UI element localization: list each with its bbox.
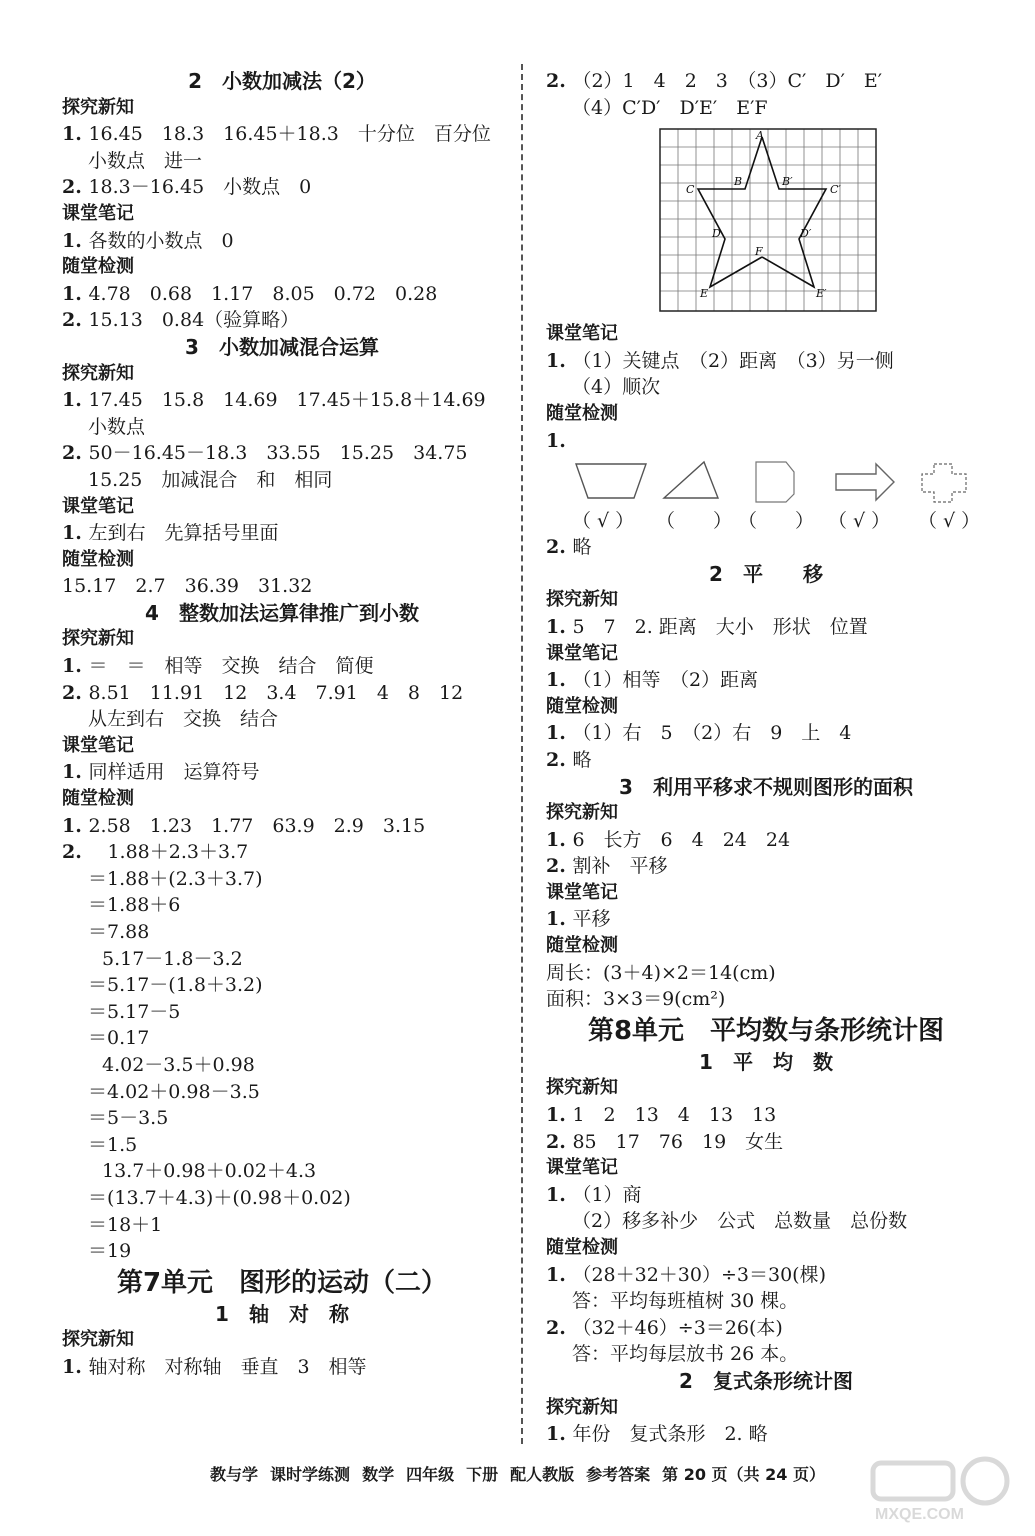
line-text: 课堂笔记 (546, 323, 618, 345)
answer-line (62, 281, 502, 308)
item-number: 1. (62, 1355, 89, 1378)
answer-line (546, 1129, 986, 1156)
line-text: 50－16.45－18.3 33.55 15.25 34.75 (88, 442, 468, 465)
answer-line (546, 68, 986, 95)
grid-point-label: D (712, 227, 721, 241)
section-heading (62, 361, 502, 388)
item-number: 1. (62, 229, 89, 252)
item-number: 1. (546, 669, 573, 692)
section-heading (62, 626, 502, 653)
answer-line (62, 839, 502, 866)
answer-line (546, 827, 986, 854)
line-text: ＝1.88＋(2.3＋3.7) (88, 867, 263, 890)
section-heading (546, 587, 986, 614)
line-text: （1）商 (572, 1183, 642, 1206)
answer-line (62, 1212, 502, 1239)
grid-point-label: B′ (782, 175, 793, 189)
choice-mark: （ ） (738, 510, 815, 533)
answer-line (62, 387, 502, 414)
answer-line (62, 307, 502, 334)
section-heading (546, 1235, 986, 1262)
answer-line (62, 1105, 502, 1132)
line-text: 小数点 (88, 415, 146, 438)
line-text: 课堂笔记 (546, 642, 618, 664)
line-text: 探究新知 (62, 362, 134, 384)
line-text: 13.7＋0.98＋0.02＋4.3 (102, 1160, 317, 1183)
choice-mark: （ √ ） (918, 510, 981, 533)
section-heading (62, 786, 502, 813)
line-text: 周长：(3＋4)×2＝14(cm) (546, 961, 776, 984)
choice-mark: （ √ ） (828, 510, 891, 533)
line-text: 5.17－1.8－3.2 (102, 947, 243, 970)
star-grid-svg (658, 127, 878, 313)
line-text: 探究新知 (62, 628, 134, 650)
line-text: 16.45 18.3 16.45＋18.3 十分位 百分位 (88, 123, 491, 146)
answer-line (62, 813, 502, 840)
line-text: 略 (572, 536, 592, 559)
line-text: 探究新知 (546, 1077, 618, 1099)
line-text: 探究新知 (62, 96, 134, 118)
line-text: 随堂检测 (546, 935, 618, 957)
line-text: 年份 复式条形 2. 略 (572, 1423, 768, 1446)
grid-point-label: E (700, 287, 709, 301)
section-heading (62, 1327, 502, 1354)
answer-line (62, 414, 502, 441)
answer-line (546, 853, 986, 880)
line-text: 4.78 0.68 1.17 8.05 0.72 0.28 (88, 282, 438, 305)
answer-line (546, 1421, 986, 1448)
answer-line (62, 1158, 502, 1185)
answer-line (62, 946, 502, 973)
answer-line (546, 1288, 986, 1315)
line-text: 17.45 15.8 14.69 17.45＋15.8＋14.69 (88, 389, 486, 412)
section-heading (62, 494, 502, 521)
item-number: 1. (546, 1183, 573, 1206)
item-number: 2. (62, 681, 89, 704)
item-number: 2. (62, 841, 89, 864)
footer-item: 四年级 (406, 1465, 455, 1484)
grid-point-label: A (756, 129, 764, 143)
answer-line (62, 1185, 502, 1212)
answer-line (62, 653, 502, 680)
section-heading (546, 321, 986, 348)
grid-point-label: E′ (816, 287, 827, 301)
line-text: 1.88＋2.3＋3.7 (88, 841, 249, 864)
shapes-row (546, 454, 986, 508)
half-star-left (698, 137, 762, 287)
line-text: 随堂检测 (546, 402, 618, 424)
line-text: 2 复式条形统计图 (679, 1368, 853, 1393)
answer-line (62, 999, 502, 1026)
line-text: （1）相等 （2）距离 (572, 669, 759, 692)
line-text: 各数的小数点 0 (88, 229, 234, 252)
line-text: 15.25 加减混合 和 相同 (88, 468, 333, 491)
line-text: 1 轴 对 称 (215, 1301, 349, 1326)
item-number: 1. (546, 908, 573, 931)
answer-line (62, 121, 502, 148)
item-number: 2. (546, 1130, 573, 1153)
answer-line (546, 1315, 986, 1342)
answer-line (546, 1182, 986, 1209)
answer-line (546, 986, 986, 1013)
item-number: 1. (62, 123, 89, 146)
section-title (62, 1301, 502, 1328)
item-number: 1. (62, 655, 89, 678)
line-text: 课堂笔记 (62, 495, 134, 517)
answer-line (546, 614, 986, 641)
line-text: 15.17 2.7 36.39 31.32 (62, 575, 313, 598)
answer-line (62, 440, 502, 467)
item-number: 1. (546, 1263, 573, 1286)
section-title (546, 561, 986, 588)
line-text: 小数点 进一 (88, 149, 203, 172)
line-text: 8.51 11.91 12 3.4 7.91 4 8 12 (88, 681, 464, 704)
line-text: ＝1.5 (88, 1133, 138, 1156)
answer-line (546, 374, 986, 401)
grid-point-label: C′ (830, 183, 841, 197)
section-heading (546, 800, 986, 827)
line-text: 左到右 先算括号里面 (88, 522, 279, 545)
line-text: （4）顺次 (572, 376, 661, 399)
line-text: 18.3－16.45 小数点 0 (88, 176, 312, 199)
line-text: ＝4.02＋0.98－3.5 (88, 1080, 260, 1103)
choice-mark: （ ） (656, 510, 733, 533)
line-text: ＝19 (88, 1240, 132, 1263)
item-number: 1. (62, 389, 89, 412)
footer-item: 教与学 (210, 1465, 259, 1484)
line-text: 平移 (572, 908, 611, 931)
line-text: ＝5－3.5 (88, 1107, 169, 1130)
line-text: （1）关键点 （2）距离 （3）另一侧 (572, 349, 894, 372)
section-heading (546, 641, 986, 668)
line-text: （32＋46）÷3＝26(本) (572, 1316, 783, 1339)
line-text: 2.58 1.23 1.77 63.9 2.9 3.15 (88, 814, 426, 837)
answer-line (546, 1208, 986, 1235)
line-text: 2 平 移 (709, 561, 823, 586)
section-title (62, 334, 502, 361)
line-text: 课堂笔记 (62, 734, 134, 756)
grid-point-label: D′ (800, 227, 812, 241)
answer-line (62, 573, 502, 600)
right-mid-section (546, 321, 986, 454)
line-text: （2）1 4 2 3 （3）C′ D′ E′ (572, 70, 883, 92)
answer-line (62, 919, 502, 946)
section-heading (62, 733, 502, 760)
answer-line (62, 892, 502, 919)
line-text: 探究新知 (546, 802, 618, 824)
line-text: 轴对称 对称轴 垂直 3 相等 (88, 1355, 367, 1378)
answer-line (546, 720, 986, 747)
line-text: 探究新知 (62, 1329, 134, 1351)
line-text: 探究新知 (546, 589, 618, 611)
answer-line (62, 972, 502, 999)
answer-line (546, 1341, 986, 1368)
answer-line (546, 747, 986, 774)
answer-line (62, 1238, 502, 1265)
answer-line (62, 1354, 502, 1381)
right-column (546, 68, 986, 1448)
answer-line (546, 348, 986, 375)
line-text: 随堂检测 (62, 548, 134, 570)
line-text: 从左到右 交换 结合 (88, 708, 279, 731)
answer-line (62, 148, 502, 175)
item-number: 2. (62, 309, 89, 332)
answer-line (546, 906, 986, 933)
star-grid-figure (546, 121, 986, 321)
item-number: 1. (546, 722, 573, 745)
section-heading (546, 401, 986, 428)
item-number: 1. (546, 1423, 573, 1446)
unit-title (62, 1265, 502, 1301)
answer-line (546, 534, 986, 561)
line-text: ＝ ＝ 相等 交换 结合 简便 (88, 655, 374, 678)
item-number: 2. (546, 70, 573, 92)
line-text: ＝7.88 (88, 921, 150, 943)
half-star-right (762, 137, 826, 287)
line-text: ＝0.17 (88, 1027, 150, 1050)
line-text: 第8单元 平均数与条形统计图 (587, 1015, 945, 1046)
section-heading (546, 933, 986, 960)
section-title (62, 68, 502, 95)
answer-line (62, 680, 502, 707)
line-text: 随堂检测 (546, 695, 618, 717)
item-number: 1. (62, 761, 89, 784)
line-text: 4.02－3.5＋0.98 (102, 1053, 255, 1076)
grid-point-label: F (755, 245, 763, 259)
flag-shape (756, 462, 794, 502)
watermark-logo (865, 1455, 1015, 1525)
answer-line (62, 1025, 502, 1052)
item-number: 1. (546, 349, 573, 372)
answer-line (546, 960, 986, 987)
line-text: （4）C′D′ D′E′ E′F (572, 96, 768, 119)
footer-item: 下册 (466, 1465, 499, 1484)
column-divider (521, 64, 523, 1444)
answer-line (546, 95, 986, 122)
footer-item: 数学 (362, 1465, 395, 1484)
choice-mark: （ √ ） (572, 510, 635, 533)
line-text: 第7单元 图形的运动（二） (116, 1267, 448, 1298)
footer-item: 配人教版 (510, 1465, 575, 1484)
line-text: 略 (572, 748, 592, 771)
section-title (546, 1368, 986, 1395)
answer-line (546, 667, 986, 694)
item-number: 1. (62, 282, 89, 305)
line-text: ＝(13.7＋4.3)＋(0.98＋0.02) (88, 1186, 351, 1209)
answer-line (62, 1079, 502, 1106)
line-text: 3 小数加减混合运算 (185, 334, 379, 359)
answer-line (546, 1262, 986, 1289)
section-heading (62, 547, 502, 574)
line-text: （2）移多补少 公式 总数量 总份数 (572, 1210, 908, 1233)
item-number: 2. (62, 176, 89, 199)
item-number: 2. (546, 855, 573, 878)
grid-point-label: C (686, 183, 695, 197)
item-number: 1. (62, 814, 89, 837)
line-text: 6 长方 6 4 24 24 (572, 828, 791, 851)
item-number: 2. (546, 536, 573, 559)
shapes-svg (572, 458, 992, 508)
section-title (546, 774, 986, 801)
item-number: 2. (62, 442, 89, 465)
item-number: 1. (546, 615, 573, 638)
line-text: 4 整数加法运算律推广到小数 (145, 600, 419, 625)
line-text: 2 小数加减法（2） (188, 69, 376, 93)
item-number: 1. (62, 522, 89, 545)
cross-shape (922, 464, 966, 502)
answer-line (62, 1052, 502, 1079)
line-text: 85 17 76 19 女生 (572, 1130, 784, 1153)
line-text: ＝1.88＋6 (88, 894, 181, 917)
line-text: ＝18＋1 (88, 1213, 163, 1236)
grid-point-label: B (734, 175, 743, 189)
trapezoid-shape (576, 464, 646, 498)
line-text: （28＋32＋30）÷3＝30(棵) (572, 1263, 826, 1286)
right-top-section (546, 68, 986, 121)
footer-item: 课时学练测 (270, 1465, 351, 1484)
unit-title (546, 1013, 986, 1049)
answer-line (62, 520, 502, 547)
line-text: 探究新知 (546, 1396, 618, 1418)
choice-row (546, 508, 986, 534)
line-text: 课堂笔记 (62, 202, 134, 224)
item-number: 1. (546, 1104, 573, 1127)
line-text: 课堂笔记 (546, 881, 618, 903)
left-column (62, 68, 502, 1381)
section-heading (546, 880, 986, 907)
answer-line (62, 228, 502, 255)
triangle-shape (664, 462, 718, 498)
line-text: 随堂检测 (546, 1237, 618, 1258)
line-text: ＝5.17－(1.8＋3.2) (88, 974, 263, 997)
section-heading (62, 254, 502, 281)
section-heading (546, 1075, 986, 1102)
line-text: 1 2 13 4 13 13 (572, 1104, 777, 1127)
line-text: 答：平均每班植树 30 棵。 (572, 1290, 799, 1313)
answer-line (62, 759, 502, 786)
line-text: （1）右 5 （2）右 9 上 4 (572, 722, 852, 745)
right-bottom-section (546, 534, 986, 1448)
section-title (546, 1049, 986, 1076)
line-text: 5 7 2. 距离 大小 形状 位置 (572, 615, 868, 638)
section-heading (546, 1395, 986, 1422)
item-number: 1. (546, 828, 573, 851)
footer-item: 第 20 页（共 24 页） (662, 1465, 825, 1484)
line-text: 15.13 0.84（验算略） (88, 309, 300, 332)
line-text: 割补 平移 (572, 855, 668, 878)
line-text: 课堂笔记 (546, 1157, 618, 1179)
line-text: 随堂检测 (62, 256, 134, 278)
section-heading (546, 694, 986, 721)
answer-line (546, 1102, 986, 1129)
item-number: 1. (546, 429, 573, 452)
line-text: ＝5.17－5 (88, 1000, 181, 1023)
answer-line (62, 174, 502, 201)
answer-line (62, 467, 502, 494)
line-text: 答：平均每层放书 26 本。 (572, 1343, 799, 1366)
line-text: 3 利用平移求不规则图形的面积 (619, 774, 913, 799)
answer-line (546, 428, 986, 455)
answer-line (62, 706, 502, 733)
item-number: 2. (546, 1316, 573, 1339)
item-number: 2. (546, 748, 573, 771)
section-heading (546, 1155, 986, 1182)
section-title (62, 600, 502, 627)
answer-line (62, 866, 502, 893)
watermark-text: MXQE.COM (875, 1506, 964, 1523)
answer-line (62, 1132, 502, 1159)
line-text: 随堂检测 (62, 788, 134, 810)
line-text: 同样适用 运算符号 (88, 761, 260, 784)
section-heading (62, 201, 502, 228)
section-heading (62, 95, 502, 122)
line-text: 1 平 均 数 (699, 1049, 833, 1074)
arrow-shape (836, 464, 894, 500)
line-text: 面积：3×3＝9(cm²) (546, 988, 726, 1011)
footer-item: 参考答案 (586, 1465, 651, 1484)
